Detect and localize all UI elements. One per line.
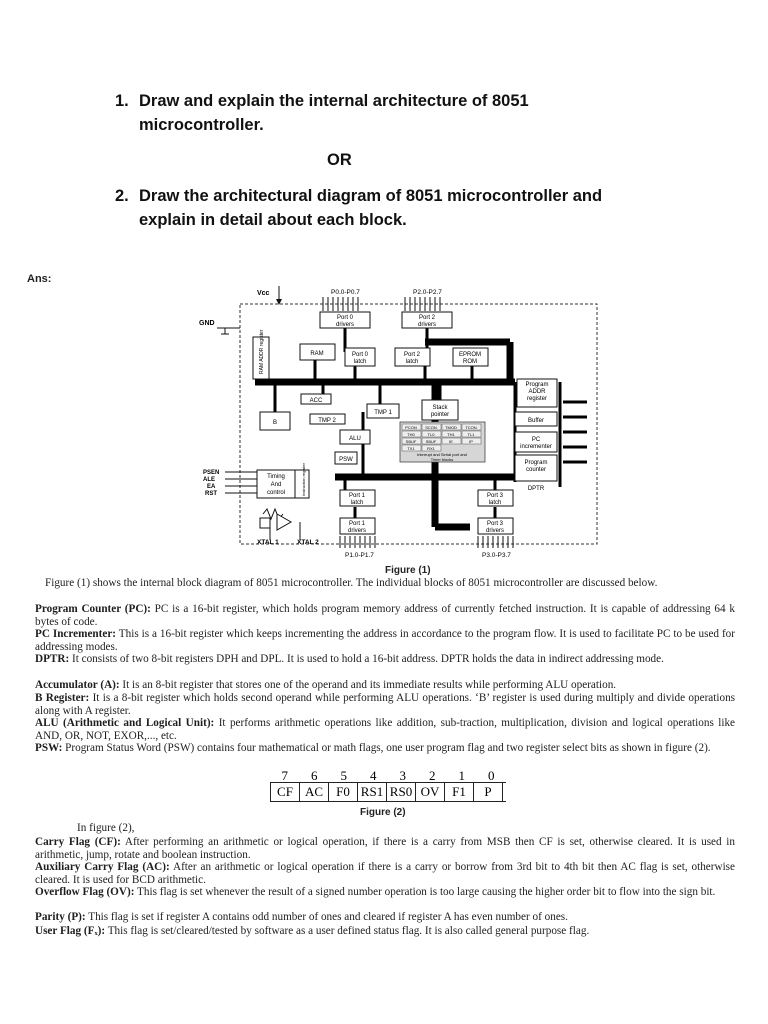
bit-number: 2 bbox=[429, 768, 436, 783]
psw-cell-f1: F1 bbox=[445, 783, 474, 801]
psw-paragraph bbox=[35, 742, 735, 755]
pc-term: Program Counter (PC): bbox=[35, 603, 151, 615]
sfr-th0: TH0 bbox=[407, 432, 415, 437]
port3-drivers-l2: drivers bbox=[485, 528, 505, 534]
psw-cell-p: P bbox=[474, 783, 503, 801]
acc-label: ACC bbox=[309, 398, 323, 404]
bit-number: 5 bbox=[340, 768, 347, 783]
program-addr-l2: ADDR bbox=[528, 389, 546, 395]
cf-paragraph bbox=[35, 836, 735, 861]
pc-incrementer-l1: PC bbox=[531, 437, 541, 443]
pin-ale: ALE bbox=[203, 477, 215, 483]
question-number: 2. bbox=[115, 187, 129, 205]
question-text-line2: explain in detail about each block. bbox=[139, 211, 407, 229]
port1-latch-l2: latch bbox=[350, 500, 364, 506]
sfr-ip: IP bbox=[469, 439, 473, 444]
question-2 bbox=[115, 184, 602, 232]
psw-cell-ac: AC bbox=[300, 783, 329, 801]
tmp2-label: TMP 2 bbox=[318, 418, 336, 424]
sfr-th1: TH1 bbox=[447, 432, 455, 437]
pin-psen: PSEN bbox=[203, 470, 220, 476]
alu-term: ALU (Arithmetic and Logical Unit): bbox=[35, 717, 215, 729]
bit-number: 3 bbox=[399, 768, 406, 783]
program-counter-l2: counter bbox=[525, 467, 547, 473]
bit-number: 0 bbox=[488, 768, 495, 783]
instruction-register-label: Instruction register bbox=[301, 463, 306, 496]
sfr-caption-line1: Interrupt and Serial port and bbox=[417, 452, 467, 457]
pc-text: PC is a 16-bit register, which holds program memory address of currently fetched instruction. It is capable of addressing 64 k bytes of code. bbox=[35, 603, 735, 628]
gnd-label: GND bbox=[199, 320, 215, 327]
ac-term: Auxiliary Carry Flag (AC): bbox=[35, 861, 170, 873]
ov-text: This flag is set whenever the result of a signed number operation is too large causing the higher order bit to flow into the sign bit. bbox=[137, 886, 716, 898]
sfr-rx1: RX1 bbox=[427, 446, 435, 451]
dptr-term: DPTR: bbox=[35, 653, 70, 665]
port3-drivers-l1: Port 3 bbox=[486, 521, 504, 527]
ram-addr-register-label: RAM ADDR register bbox=[259, 329, 265, 374]
flags-intro: In figure (2), bbox=[77, 822, 135, 834]
cf-text: After performing an arithmetic or logical operation, if there is a carry from MSB then CF is set, otherwise cleared. It is used in arithmetic, jump, rotate and boolean instruction. bbox=[35, 836, 735, 861]
pci-text: This is a 16-bit register which keeps incrementing the address in accordance to the program flow. It is used to facilitate PC to be used for addressing modes. bbox=[35, 628, 735, 653]
bit-number: 4 bbox=[370, 768, 377, 783]
p2-pins-label: P2.0-P2.7 bbox=[413, 289, 442, 296]
architecture-diagram bbox=[195, 282, 620, 562]
psw-cell-cf: CF bbox=[271, 783, 300, 801]
b-term: B Register: bbox=[35, 692, 90, 704]
sfr-sbuf-rx: SBUF bbox=[425, 439, 437, 444]
p0-pins-label: P0.0-P0.7 bbox=[331, 289, 360, 296]
bit-number: 6 bbox=[311, 768, 318, 783]
ac-text: After an arithmetic or logical operation if there is a carry or borrow from 3rd bit to 4th bit then AC flag is set, otherwise cleared. It is used for BCD arithmetic. bbox=[35, 861, 735, 886]
b-paragraph bbox=[35, 692, 735, 717]
uf-term: User Flag (Fₓ): bbox=[35, 925, 106, 937]
pc-incrementer-l2: incrementer bbox=[520, 444, 552, 450]
xtal2-label: XTAL 2 bbox=[297, 539, 319, 546]
sfr-scon: SCON bbox=[425, 425, 437, 430]
psw-term: PSW: bbox=[35, 742, 63, 754]
timing-l2: And bbox=[270, 482, 282, 488]
vcc-label: Vcc bbox=[257, 290, 270, 297]
acc-text: It is an 8-bit register that stores one of the operand and its immediate results while performing ALU operation. bbox=[122, 679, 617, 691]
timing-l1: Timing bbox=[267, 474, 285, 480]
sfr-tx1: TX1 bbox=[407, 446, 415, 451]
port0-drivers-l1: Port 0 bbox=[336, 315, 354, 321]
eprom-l2: ROM bbox=[463, 359, 477, 365]
timing-l3: control bbox=[266, 490, 286, 496]
alu-text: It performs arithmetic operations like addition, sub-traction, multiplication, division and logical operations like AND, OR, NOT, EXOR,..., etc. bbox=[35, 717, 735, 742]
pci-paragraph bbox=[35, 628, 735, 653]
port0-latch-l2: latch bbox=[353, 359, 367, 365]
port2-latch-l1: Port 2 bbox=[403, 352, 421, 358]
sfr-tl0: TL0 bbox=[427, 432, 435, 437]
pin-rst: RST bbox=[205, 491, 217, 497]
ans-label: Ans: bbox=[27, 273, 52, 285]
pci-term: PC Incrementer: bbox=[35, 628, 117, 640]
dptr-label: DPTR bbox=[527, 486, 545, 492]
p3-pins-label: P3.0-P3.7 bbox=[482, 552, 511, 559]
tmp1-label: TMP 1 bbox=[374, 410, 392, 416]
question-1 bbox=[115, 89, 529, 137]
bit-number: 7 bbox=[281, 768, 288, 783]
uf-text: This flag is set/cleared/tested by software as a user defined status flag. It is also called general purpose flag. bbox=[107, 925, 590, 937]
pc-paragraph bbox=[35, 603, 735, 628]
cf-term: Carry Flag (CF): bbox=[35, 836, 121, 848]
port1-latch-l1: Port 1 bbox=[348, 493, 366, 499]
dptr-text: It consists of two 8-bit registers DPH and DPL. It is used to hold a 16-bit address. DPTR holds the data in indirect addressing mode. bbox=[71, 653, 664, 665]
acc-paragraph bbox=[35, 679, 735, 692]
psw-label: PSW bbox=[339, 457, 353, 463]
alu-paragraph bbox=[35, 717, 735, 742]
port0-latch-l1: Port 0 bbox=[351, 352, 369, 358]
port1-drivers-l2: drivers bbox=[347, 528, 367, 534]
program-addr-l1: Program bbox=[525, 382, 549, 388]
psw-cells bbox=[270, 782, 506, 802]
ac-paragraph bbox=[35, 861, 735, 886]
sfr-tcon: TCON bbox=[465, 425, 477, 430]
eprom-l1: EPROM bbox=[458, 352, 482, 358]
psw-cell-rs1: RS1 bbox=[358, 783, 387, 801]
sfr-tl1: TL1 bbox=[467, 432, 475, 437]
ram-label: RAM bbox=[310, 351, 324, 357]
sfr-caption-line2: Timer blocks bbox=[430, 457, 454, 462]
psw-bit-numbers bbox=[270, 768, 506, 782]
psw-cell-rs0: RS0 bbox=[387, 783, 416, 801]
sfr-pcon: PCON bbox=[405, 425, 417, 430]
acc-term: Accumulator (A): bbox=[35, 679, 120, 691]
xtal1-label: XTAL 1 bbox=[257, 539, 279, 546]
user-flag-paragraph bbox=[35, 925, 735, 938]
buffer-label: Buffer bbox=[528, 418, 544, 424]
port2-drivers-l2: drivers bbox=[417, 322, 437, 328]
parity-paragraph bbox=[35, 911, 735, 924]
figure1-caption: Figure (1) bbox=[385, 565, 431, 576]
intro-paragraph: Figure (1) shows the internal block diagram of 8051 microcontroller. The individual blocks of 8051 microcontroller are discussed below. bbox=[45, 577, 658, 589]
sfr-ie: IE bbox=[449, 439, 453, 444]
question-text-line1: Draw the architectural diagram of 8051 microcontroller and bbox=[139, 187, 603, 205]
sfr-tmod: TMOD bbox=[445, 425, 457, 430]
port2-latch-l2: latch bbox=[405, 359, 419, 365]
stack-pointer-l1: Stack bbox=[432, 405, 448, 411]
or-separator: OR bbox=[327, 151, 352, 169]
psw-cell-ov: OV bbox=[416, 783, 445, 801]
ov-paragraph bbox=[35, 886, 735, 899]
question-text-line2: microcontroller. bbox=[139, 116, 264, 134]
sfr-sbuf-tx: SBUF bbox=[405, 439, 417, 444]
bit-number: 1 bbox=[458, 768, 465, 783]
port1-drivers-l1: Port 1 bbox=[348, 521, 366, 527]
p1-pins-label: P1.0-P1.7 bbox=[345, 552, 374, 559]
psw-register-figure bbox=[270, 768, 506, 802]
p-term: Parity (P): bbox=[35, 911, 86, 923]
port0-drivers-l2: drivers bbox=[335, 322, 355, 328]
program-addr-l3: register bbox=[526, 396, 548, 402]
question-number: 1. bbox=[115, 92, 129, 110]
port3-latch-l1: Port 3 bbox=[486, 493, 504, 499]
port3-latch-l2: latch bbox=[488, 500, 502, 506]
b-text: It is a 8-bit register which holds second operand while performing ALU operations. ‘B’ register is used during multiply and divide operations along with A register. bbox=[35, 692, 736, 717]
dptr-paragraph bbox=[35, 653, 735, 666]
ov-term: Overflow Flag (OV): bbox=[35, 886, 135, 898]
figure2-caption: Figure (2) bbox=[360, 807, 406, 818]
port2-drivers-l1: Port 2 bbox=[418, 315, 436, 321]
question-text-line1: Draw and explain the internal architecture of 8051 bbox=[139, 92, 529, 110]
program-counter-l1: Program bbox=[524, 460, 548, 466]
psw-cell-f0: F0 bbox=[329, 783, 358, 801]
stack-pointer-l2: pointer bbox=[430, 412, 450, 418]
alu-label: ALU bbox=[349, 436, 361, 442]
p-text: This flag is set if register A contains odd number of ones and cleared if register A has even number of ones. bbox=[88, 911, 568, 923]
psw-text: Program Status Word (PSW) contains four mathematical or math flags, one user program flag and two register select bits as shown in figure (2). bbox=[65, 742, 711, 754]
b-label: B bbox=[272, 420, 278, 426]
pin-ea: EA bbox=[207, 484, 216, 490]
